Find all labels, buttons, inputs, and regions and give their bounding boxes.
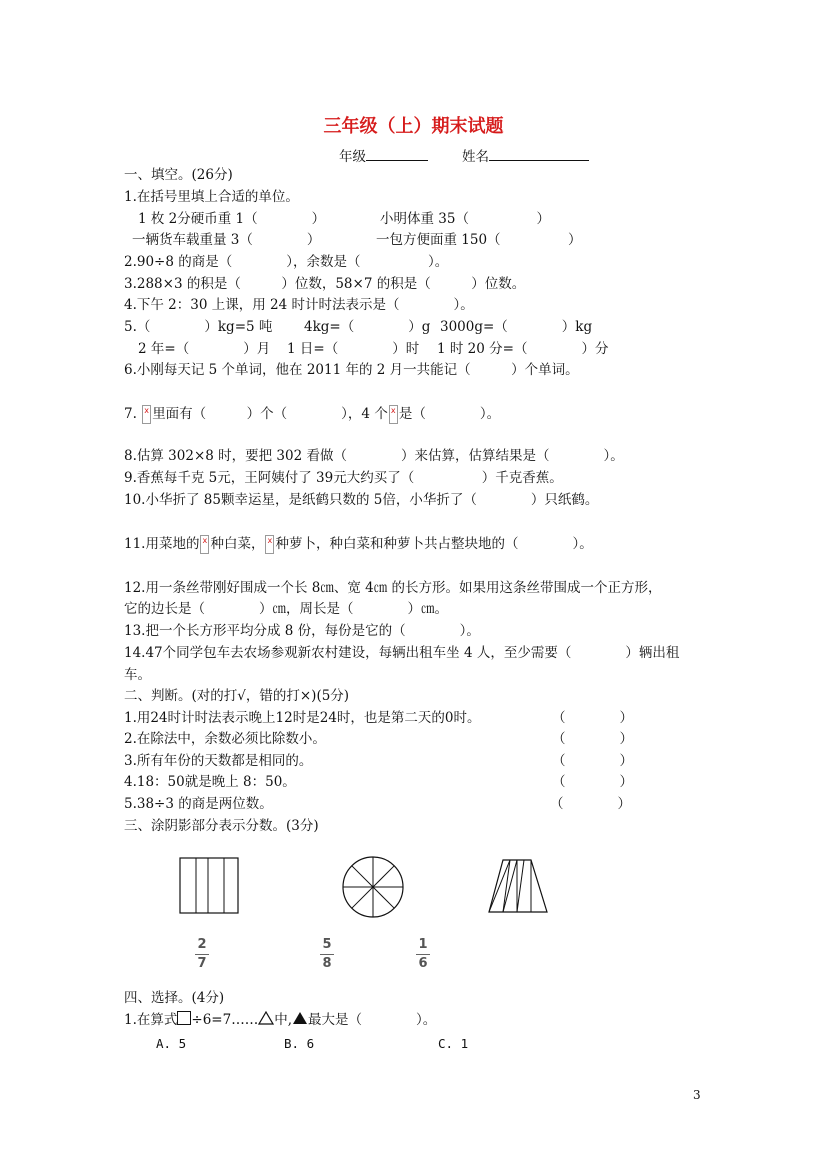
judge-item-3: 3.所有年份的天数都是相同的。 [124, 753, 313, 769]
name-field [462, 146, 589, 166]
grade-blank[interactable] [366, 146, 428, 161]
q2: 2.90÷8 的商是（ ），余数是（ ）。 [124, 254, 449, 270]
fraction-five-eighths [317, 938, 337, 971]
judge-item-4: 4.18：50就是晚上 8：50。 [124, 774, 296, 790]
judge-answer-2[interactable]: （ ） [552, 731, 633, 747]
choice-q1-text-1: 1.在算式 [124, 1012, 178, 1028]
name-blank[interactable] [489, 146, 589, 161]
q12-line-2: 它的边长是（ ）㎝，周长是（ ）㎝。 [124, 601, 448, 617]
judge-answer-3[interactable]: （ ） [552, 753, 633, 769]
fraction-denominator: 6 [418, 956, 428, 971]
section-2-heading: 二、判断。(对的打√，错的打×)(5分) [124, 688, 350, 704]
q5-b: 4kg=（ ）g [304, 319, 431, 335]
q6: 6.小刚每天记 5 个单词，他在 2011 年的 2 月一共能记（ ）个单词。 [124, 362, 579, 378]
grade-label: 年级 [339, 149, 366, 165]
q1-c: 一辆货车载重量 3（ ） [132, 232, 321, 248]
q7-number: 7. [124, 406, 137, 422]
page-number: 3 [693, 1088, 701, 1102]
broken-image-icon [142, 405, 151, 424]
fraction-numerator: 2 [197, 937, 207, 952]
choice-q1-text-4: 最大是（ ）。 [308, 1012, 437, 1028]
q5-a: 5.（ ）kg=5 吨 [124, 319, 273, 335]
q1-stem: 1.在括号里填上合适的单位。 [124, 189, 299, 205]
q8: 8.估算 302×8 时，要把 302 看做（ ）来估算，估算结果是（ ）。 [124, 448, 624, 464]
q5-c: 3000g=（ ）kg [440, 319, 593, 335]
q13: 13.把一个长方形平均分成 8 份，每份是它的（ ）。 [124, 623, 480, 639]
section-3-heading: 三、涂阴影部分表示分数。(3分) [124, 818, 319, 834]
q3: 3.288×3 的积是（ ）位数，58×7 的积是（ ）位数。 [124, 276, 526, 292]
broken-image-icon [265, 535, 274, 554]
page-title: 三年级（上）期末试题 [323, 116, 504, 137]
judge-answer-4[interactable]: （ ） [552, 774, 633, 790]
q4: 4.下午 2：30 上课，用 24 时计时法表示是（ ）。 [124, 297, 474, 313]
grade-field [339, 146, 428, 166]
q11-text-3: 种萝卜，种白菜和种萝卜共占整块地的（ ）。 [275, 536, 593, 552]
q7-text-1: 里面有（ ）个（ ），4 个 [152, 406, 388, 422]
judge-item-1: 1.用24时计时法表示晚上12时是24时，也是第二天的0时。 [124, 710, 481, 726]
trapezoid-figure[interactable] [487, 856, 551, 916]
q14-line-2: 车。 [124, 667, 151, 683]
q11-text-1: 11.用菜地的 [124, 536, 200, 552]
fraction-numerator: 5 [322, 937, 332, 952]
q7-text-2: 是（ ）。 [398, 406, 501, 422]
broken-image-icon [389, 405, 398, 424]
q11-text-2: 种白菜， [210, 536, 265, 552]
triangle-filled-icon [292, 1011, 308, 1025]
judge-answer-5[interactable]: （ ） [550, 796, 631, 812]
q5-f: 1 时 20 分=（ ）分 [437, 341, 609, 357]
circle-figure[interactable] [340, 854, 406, 920]
q9: 9.香蕉每千克 5元，王阿姨付了 39元大约买了（ ）千克香蕉。 [124, 470, 563, 486]
q5-d: 2 年=（ ）月 [138, 341, 271, 357]
choice-q1 [124, 1011, 436, 1029]
fraction-one-sixth [413, 938, 433, 971]
q12-line-1: 12.用一条丝带刚好围成一个长 8㎝、宽 4㎝ 的长方形。如果用这条丝带围成一个正方形， [124, 580, 662, 596]
square-icon [177, 1011, 191, 1025]
option-c[interactable]: C. 1 [438, 1036, 469, 1051]
fraction-denominator: 7 [197, 956, 207, 971]
q1-d: 一包方便面重 150（ ） [376, 232, 582, 248]
judge-item-2: 2.在除法中，余数必须比除数小。 [124, 731, 326, 747]
q11 [124, 535, 593, 554]
fraction-numerator: 1 [418, 937, 428, 952]
name-label: 姓名 [462, 149, 489, 165]
fraction-denominator: 8 [322, 956, 332, 971]
broken-image-icon [200, 535, 209, 554]
option-a[interactable]: A. 5 [156, 1036, 187, 1051]
q7 [124, 405, 500, 424]
judge-answer-1[interactable]: （ ） [552, 710, 633, 726]
fraction-two-sevenths [192, 938, 212, 971]
rectangle-figure[interactable] [178, 856, 242, 916]
choice-q1-text-3: 中, [274, 1012, 292, 1028]
option-b[interactable]: B. 6 [284, 1036, 315, 1051]
section-4-heading: 四、选择。(4分) [124, 990, 225, 1006]
judge-item-5: 5.38÷3 的商是两位数。 [124, 796, 273, 812]
section-1-heading: 一、填空。(26分) [124, 167, 233, 183]
q5-e: 1 日=（ ）时 [287, 341, 420, 357]
triangle-outline-icon [258, 1011, 274, 1025]
choice-q1-text-2: ÷6=7…… [191, 1012, 259, 1028]
q1-b: 小明体重 35（ ） [380, 211, 550, 227]
q10: 10.小华折了 85颗幸运星，是纸鹤只数的 5倍，小华折了（ ）只纸鹤。 [124, 492, 599, 508]
q1-a: 1 枚 2分硬币重 1（ ） [138, 211, 326, 227]
q14-line-1: 14.47个同学包车去农场参观新农村建设，每辆出租车坐 4 人，至少需要（ ）辆出租 [124, 645, 680, 661]
